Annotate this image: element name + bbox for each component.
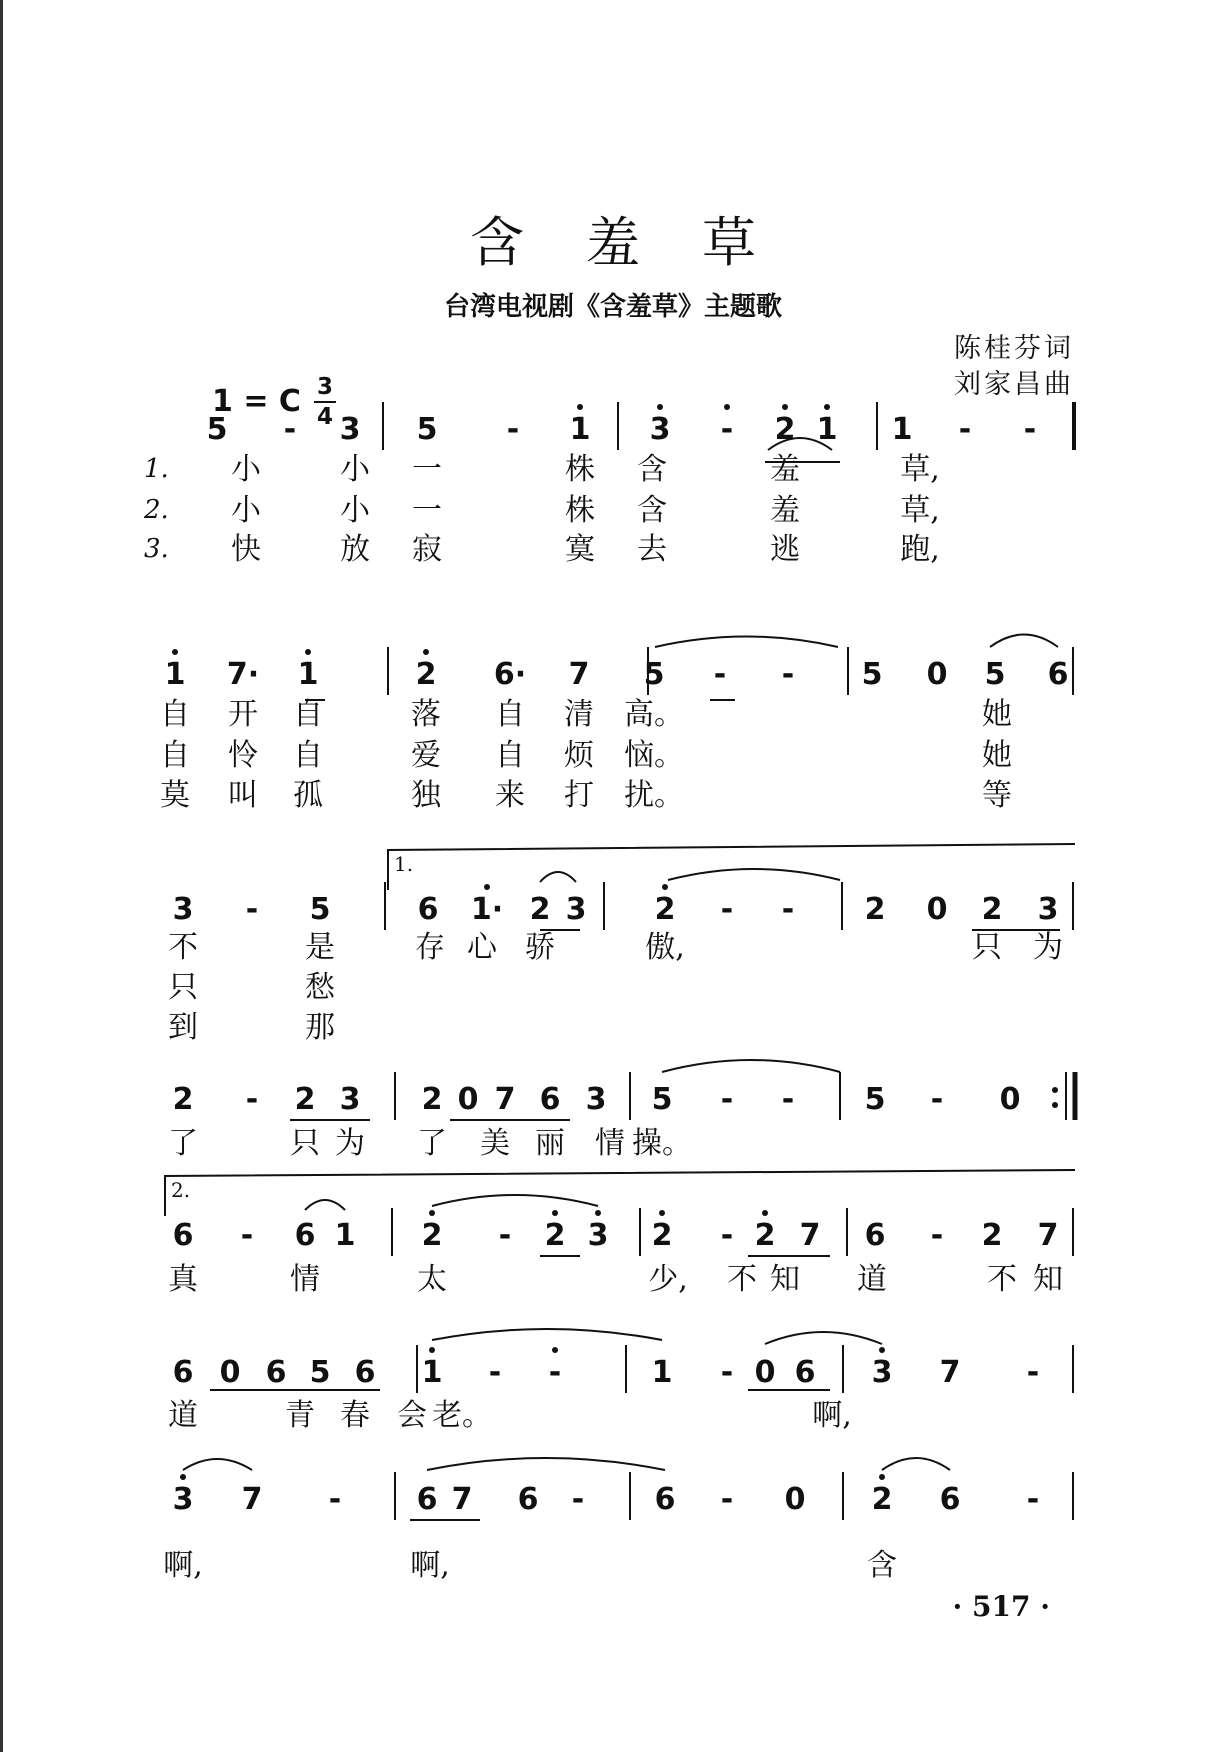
- lyric-syllable: 羞: [770, 452, 800, 487]
- note: -: [571, 1482, 585, 1517]
- note: 1: [297, 657, 319, 692]
- note: 0: [926, 657, 948, 692]
- note: 0: [999, 1082, 1021, 1117]
- lyric-syllable: 草,: [900, 493, 940, 528]
- verse-number: 1.: [144, 454, 169, 484]
- lyric-syllable: 春: [340, 1398, 370, 1433]
- lyric-syllable: 羞: [770, 493, 800, 528]
- lyric-syllable: 小: [340, 452, 370, 487]
- note: 3: [172, 1482, 194, 1517]
- note: 3: [871, 1355, 893, 1390]
- lyric-syllable: 含: [637, 493, 667, 528]
- note: 1: [569, 412, 591, 447]
- note: 2: [294, 1082, 316, 1117]
- volta-number: 1.: [394, 852, 414, 876]
- lyric-syllable: 自: [495, 697, 525, 732]
- time-numerator: 3: [316, 374, 333, 400]
- note: 0: [754, 1355, 776, 1390]
- lyricist-credit: 陈桂芬词: [954, 333, 1074, 364]
- note: -: [958, 412, 972, 447]
- note: 6: [654, 1482, 676, 1517]
- lyric-syllable: 到: [168, 1010, 198, 1045]
- lyric-syllable: 跑,: [900, 532, 940, 567]
- note: -: [506, 412, 520, 447]
- note: 3: [172, 892, 194, 927]
- slur-arc: [882, 1458, 950, 1470]
- slur-arc: [183, 1459, 252, 1470]
- note: -: [713, 657, 727, 692]
- note: 6: [416, 1482, 438, 1517]
- note: 6: [864, 1218, 886, 1253]
- slur-arc: [668, 869, 840, 880]
- note: 0: [926, 892, 948, 927]
- note: 2: [529, 892, 551, 927]
- note: 7: [241, 1482, 263, 1517]
- note: 2: [754, 1218, 776, 1253]
- note: -: [781, 892, 795, 927]
- note: 3: [585, 1082, 607, 1117]
- slur-arc: [768, 438, 832, 450]
- lyric-syllable: 啊,: [812, 1398, 852, 1433]
- lyric-syllable: 道: [857, 1262, 887, 1297]
- lyric-syllable: 操。: [632, 1126, 692, 1161]
- octave-dot: [552, 1210, 558, 1216]
- lyric-syllable: 叫: [228, 778, 258, 813]
- lyric-syllable: 快: [231, 532, 261, 567]
- note: 2: [172, 1082, 194, 1117]
- lyric-syllable: 知: [770, 1262, 800, 1297]
- lyric-syllable: 自: [160, 738, 190, 773]
- lyric-syllable: 小: [340, 493, 370, 528]
- verse-number: 2.: [144, 495, 169, 525]
- note: 2: [651, 1218, 673, 1253]
- octave-dot: [879, 1474, 885, 1480]
- lyric-syllable: 含: [867, 1548, 897, 1583]
- lyric-syllable: 清: [564, 697, 594, 732]
- time-denominator: 4: [316, 404, 333, 430]
- octave-dot: [762, 1210, 768, 1216]
- lyric-syllable: 高。: [624, 697, 684, 732]
- page-number: · 517 ·: [952, 1590, 1050, 1623]
- lyric-syllable: 爱: [411, 738, 441, 773]
- note: 0: [784, 1482, 806, 1517]
- lyric-syllable: 莫: [160, 778, 190, 813]
- note: 6: [294, 1218, 316, 1253]
- lyric-syllable: 知: [1033, 1262, 1063, 1297]
- slur-arc: [432, 1195, 598, 1206]
- note: 7: [1037, 1218, 1059, 1253]
- lyric-syllable: 独: [411, 778, 441, 813]
- note: 2: [871, 1482, 893, 1517]
- lyric-syllable: 等: [982, 778, 1012, 813]
- note: 7·: [226, 657, 260, 692]
- volta-bracket: [388, 844, 1075, 890]
- note: 6·: [493, 657, 527, 692]
- octave-dot: [824, 404, 830, 410]
- note: 2: [864, 892, 886, 927]
- note: 5: [864, 1082, 886, 1117]
- note: 0: [457, 1082, 479, 1117]
- octave-dot: [552, 1347, 558, 1353]
- slur-arc: [662, 1060, 840, 1072]
- note: 2: [774, 412, 796, 447]
- note: 7: [451, 1482, 473, 1517]
- note: -: [488, 1355, 502, 1390]
- octave-dot: [595, 1210, 601, 1216]
- lyric-syllable: 烦: [564, 738, 594, 773]
- note: 6: [517, 1482, 539, 1517]
- note: 2: [981, 1218, 1003, 1253]
- note: 6: [265, 1355, 287, 1390]
- note: 6: [172, 1355, 194, 1390]
- lyric-syllable: 小: [231, 452, 261, 487]
- note: 6: [794, 1355, 816, 1390]
- note: 1: [891, 412, 913, 447]
- note: 3: [339, 412, 361, 447]
- lyric-syllable: 为: [1033, 930, 1063, 965]
- note: 5: [309, 892, 331, 927]
- slur-arc: [432, 1329, 662, 1340]
- lyric-syllable: 放: [340, 532, 370, 567]
- lyric-syllable: 怜: [228, 738, 258, 773]
- lyric-syllable: 不: [727, 1262, 757, 1297]
- lyric-syllable: 去: [637, 532, 667, 567]
- lyric-syllable: 只: [290, 1126, 320, 1161]
- lyric-syllable: 青: [285, 1398, 315, 1433]
- note: 2: [415, 657, 437, 692]
- lyric-syllable: 真: [168, 1262, 198, 1297]
- lyric-syllable: 寂: [412, 532, 442, 567]
- octave-dot: [429, 1210, 435, 1216]
- lyric-syllable: 美: [480, 1126, 510, 1161]
- octave-dot: [429, 1347, 435, 1353]
- octave-dot: [423, 649, 429, 655]
- lyric-syllable: 少,: [648, 1262, 688, 1297]
- note: 0: [219, 1355, 241, 1390]
- lyric-syllable: 含: [637, 452, 667, 487]
- note: 5: [651, 1082, 673, 1117]
- lyric-syllable: 是: [305, 930, 335, 965]
- note: 6: [354, 1355, 376, 1390]
- lyric-syllable: 道: [168, 1398, 198, 1433]
- lyric-syllable: 傲,: [645, 930, 685, 965]
- lyric-syllable: 骄: [525, 930, 555, 965]
- note: 6: [939, 1482, 961, 1517]
- lyric-syllable: 不: [987, 1262, 1017, 1297]
- lyric-syllable: 丽: [535, 1126, 565, 1161]
- note: -: [720, 892, 734, 927]
- song-title: 含羞草: [470, 211, 818, 274]
- octave-dot: [657, 404, 663, 410]
- note: 1: [334, 1218, 356, 1253]
- lyric-syllable: 株: [565, 452, 595, 487]
- lyric-syllable: 自: [293, 738, 323, 773]
- note: -: [1026, 1482, 1040, 1517]
- lyric-syllable: 小: [231, 493, 261, 528]
- note: 3: [1037, 892, 1059, 927]
- note: -: [720, 412, 734, 447]
- slur-arc: [540, 872, 576, 882]
- lyric-syllable: 自: [160, 697, 190, 732]
- slur-arc: [655, 637, 838, 648]
- lyric-syllable: 愁: [305, 970, 335, 1005]
- lyric-syllable: 心: [467, 930, 497, 965]
- verse-number: 3.: [144, 534, 169, 564]
- repeat-dot: [1052, 1087, 1058, 1093]
- lyric-syllable: 啊,: [410, 1548, 450, 1583]
- note: 7: [939, 1355, 961, 1390]
- lyric-syllable: 情: [595, 1126, 625, 1161]
- lyric-syllable: 落: [411, 697, 441, 732]
- lyric-syllable: 扰。: [624, 778, 684, 813]
- octave-dot: [724, 404, 730, 410]
- octave-dot: [180, 1474, 186, 1480]
- song-subtitle: 台湾电视剧《含羞草》主题歌: [443, 292, 782, 322]
- note: 6: [417, 892, 439, 927]
- note: 1: [421, 1355, 443, 1390]
- note: -: [720, 1218, 734, 1253]
- lyric-syllable: 开: [228, 697, 258, 732]
- note: 7: [494, 1082, 516, 1117]
- note: -: [1026, 1355, 1040, 1390]
- note: 1·: [470, 892, 504, 927]
- slur-arc: [305, 1200, 345, 1210]
- lyric-syllable: 她: [982, 738, 1012, 773]
- lyric-syllable: 那: [305, 1010, 335, 1045]
- note: 6: [1047, 657, 1069, 692]
- octave-dot: [659, 1210, 665, 1216]
- note: 1: [651, 1355, 673, 1390]
- note: -: [328, 1482, 342, 1517]
- lyric-syllable: 她: [982, 697, 1012, 732]
- note: 7: [799, 1218, 821, 1253]
- lyric-syllable: 只: [972, 930, 1002, 965]
- lyric-syllable: 了: [417, 1126, 447, 1161]
- octave-dot: [662, 884, 668, 890]
- note: 5: [309, 1355, 331, 1390]
- note: -: [498, 1218, 512, 1253]
- note: 7: [568, 657, 590, 692]
- key-signature: 1 = C: [212, 384, 301, 419]
- note: 3: [565, 892, 587, 927]
- volta-number: 2.: [171, 1178, 191, 1202]
- lyric-syllable: 老。: [432, 1398, 492, 1433]
- note: 2: [421, 1082, 443, 1117]
- lyric-syllable: 自: [293, 697, 323, 732]
- note: 3: [339, 1082, 361, 1117]
- lyric-syllable: 存: [415, 930, 445, 965]
- lyric-syllable: 太: [417, 1262, 447, 1297]
- slur-arc: [427, 1458, 665, 1470]
- lyric-syllable: 来: [495, 778, 525, 813]
- note: -: [781, 1082, 795, 1117]
- note: 3: [587, 1218, 609, 1253]
- note: 5: [643, 657, 665, 692]
- octave-dot: [305, 649, 311, 655]
- lyric-syllable: 情: [290, 1262, 320, 1297]
- note: 2: [654, 892, 676, 927]
- note: 3: [649, 412, 671, 447]
- note: -: [245, 1082, 259, 1117]
- octave-dot: [484, 884, 490, 890]
- note: -: [720, 1082, 734, 1117]
- lyric-syllable: 一: [412, 493, 442, 528]
- note: -: [283, 412, 297, 447]
- note: -: [548, 1355, 562, 1390]
- note: 6: [539, 1082, 561, 1117]
- note: 2: [544, 1218, 566, 1253]
- lyric-syllable: 草,: [900, 452, 940, 487]
- lyric-syllable: 一: [412, 452, 442, 487]
- lyric-syllable: 不: [168, 930, 198, 965]
- octave-dot: [782, 404, 788, 410]
- note: 2: [421, 1218, 443, 1253]
- note: -: [781, 657, 795, 692]
- lyric-syllable: 打: [564, 778, 594, 813]
- lyric-syllable: 寞: [565, 532, 595, 567]
- note: 6: [172, 1218, 194, 1253]
- lyric-syllable: 株: [565, 493, 595, 528]
- octave-dot: [879, 1347, 885, 1353]
- note: 5: [416, 412, 438, 447]
- note: -: [720, 1482, 734, 1517]
- composer-credit: 刘家昌曲: [954, 369, 1074, 400]
- lyric-syllable: 啊,: [163, 1548, 203, 1583]
- lyric-syllable: 了: [168, 1126, 198, 1161]
- note: 5: [861, 657, 883, 692]
- lyric-syllable: 会: [397, 1398, 427, 1433]
- note: -: [720, 1355, 734, 1390]
- note: 1: [164, 657, 186, 692]
- slur-arc: [765, 1332, 882, 1344]
- note: 5: [984, 657, 1006, 692]
- octave-dot: [172, 649, 178, 655]
- slur-arc: [990, 635, 1058, 648]
- lyric-syllable: 自: [495, 738, 525, 773]
- note: 5: [206, 412, 228, 447]
- note: -: [245, 892, 259, 927]
- lyric-syllable: 孤: [293, 778, 323, 813]
- octave-dot: [577, 404, 583, 410]
- note: 2: [981, 892, 1003, 927]
- note: 1: [816, 412, 838, 447]
- volta-bracket: [165, 1170, 1075, 1216]
- repeat-dot: [1052, 1102, 1058, 1108]
- lyric-syllable: 只: [168, 970, 198, 1005]
- lyric-syllable: 恼。: [624, 738, 684, 773]
- note: -: [930, 1218, 944, 1253]
- note: -: [1023, 412, 1037, 447]
- note: -: [240, 1218, 254, 1253]
- lyric-syllable: 逃: [770, 532, 800, 567]
- note: -: [930, 1082, 944, 1117]
- lyric-syllable: 为: [335, 1126, 365, 1161]
